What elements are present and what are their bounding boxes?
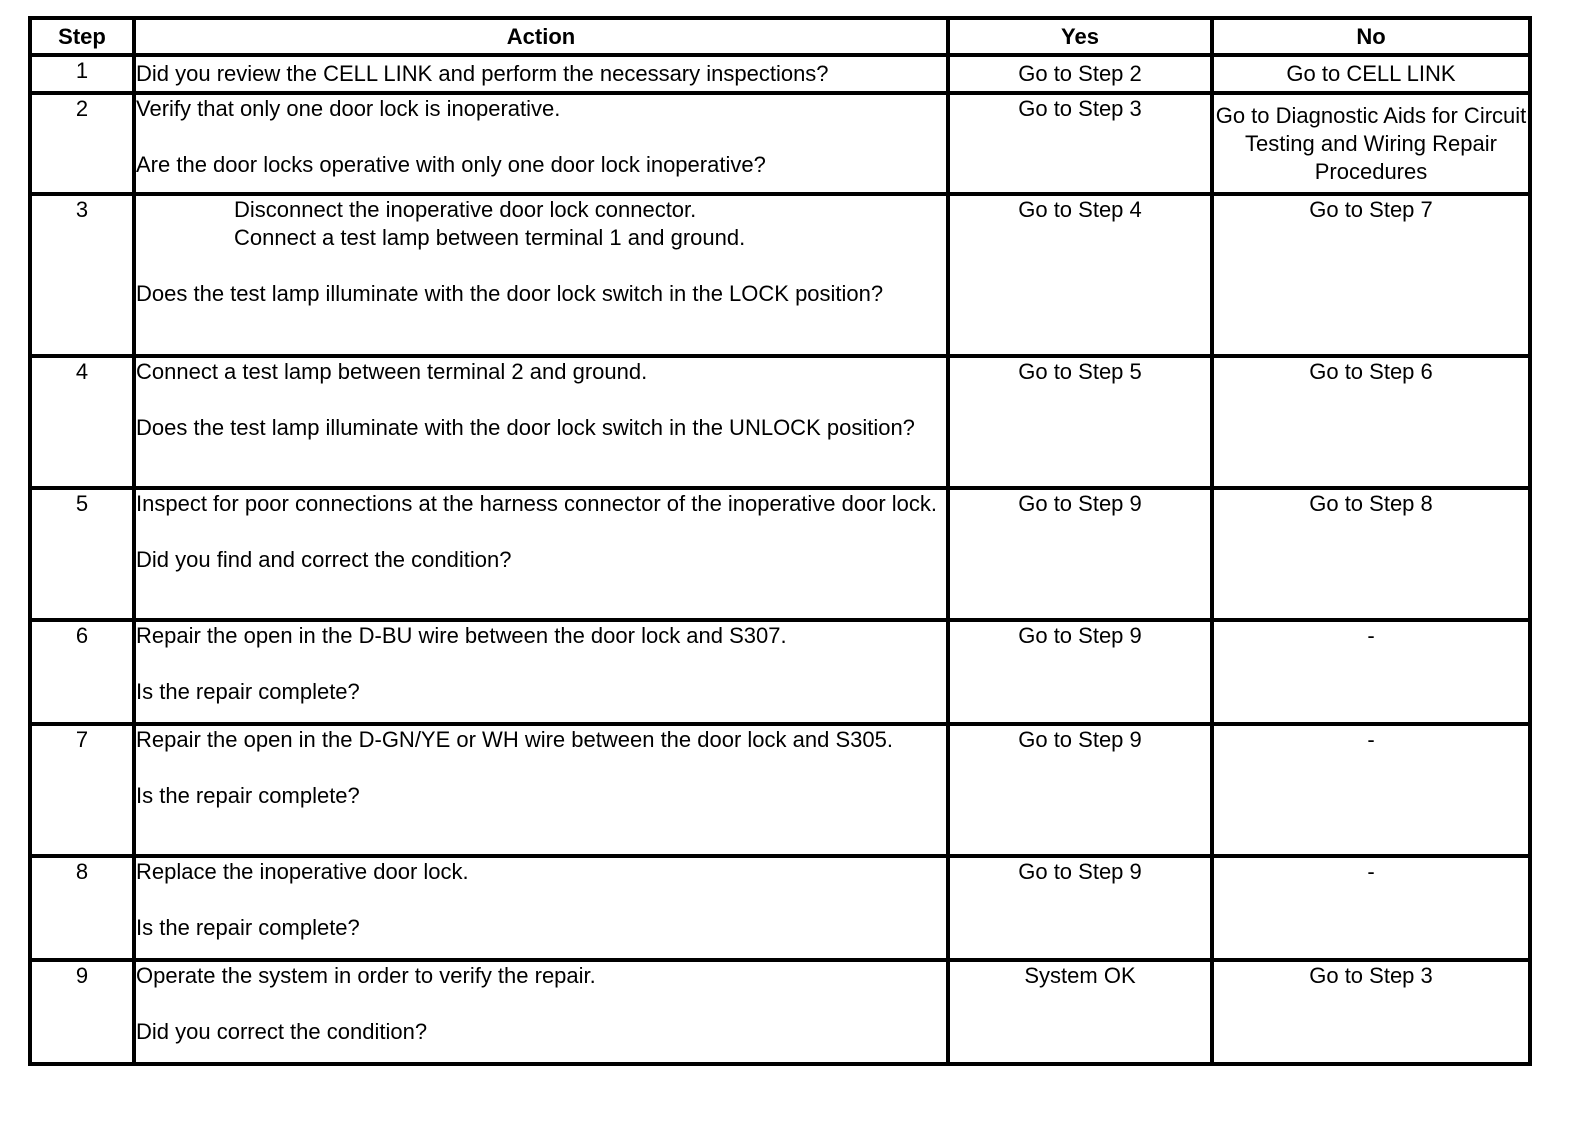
- no-cell: Go to Step 7: [1212, 194, 1530, 356]
- table-row: [30, 194, 1530, 356]
- action-question: Is the repair complete?: [136, 783, 360, 808]
- no-cell: -: [1212, 620, 1530, 724]
- action-question: Did you find and correct the condition?: [136, 547, 512, 572]
- action-question: Does the test lamp illuminate with the door lock switch in the UNLOCK position?: [136, 415, 915, 440]
- step-number: 5: [30, 488, 134, 620]
- action-cell: [134, 93, 948, 194]
- header-action: Action: [134, 18, 948, 55]
- step-number: 9: [30, 960, 134, 1064]
- action-text: Repair the open in the D-GN/YE or WH wire between the door lock and S305.: [136, 727, 893, 752]
- action-text: Did you review the CELL LINK and perform the necessary inspections?: [136, 61, 829, 86]
- action-text: Connect a test lamp between terminal 2 and ground.: [136, 359, 648, 384]
- action-cell: [134, 620, 948, 724]
- table-row: [30, 724, 1530, 856]
- header-row: [30, 18, 1530, 55]
- no-cell: Go to Step 8: [1212, 488, 1530, 620]
- table-row: [30, 856, 1530, 960]
- action-question: Does the test lamp illuminate with the door lock switch in the LOCK position?: [136, 281, 884, 306]
- yes-cell: Go to Step 4: [948, 194, 1212, 356]
- step-number: 3: [30, 194, 134, 356]
- action-text: Disconnect the inoperative door lock connector.: [234, 197, 697, 222]
- action-question: Is the repair complete?: [136, 679, 360, 704]
- yes-cell: System OK: [948, 960, 1212, 1064]
- action-cell: [134, 194, 948, 356]
- header-no: No: [1212, 18, 1530, 55]
- action-text: Operate the system in order to verify the repair.: [136, 963, 596, 988]
- step-number: 2: [30, 93, 134, 194]
- header-step: Step: [30, 18, 134, 55]
- diagnostic-table: [28, 16, 1532, 1066]
- action-text: Replace the inoperative door lock.: [136, 859, 469, 884]
- table-row: [30, 488, 1530, 620]
- action-cell: [134, 724, 948, 856]
- yes-cell: Go to Step 2: [948, 55, 1212, 93]
- yes-cell: Go to Step 9: [948, 724, 1212, 856]
- action-cell: [134, 856, 948, 960]
- action-text: Repair the open in the D-BU wire between the door lock and S307.: [136, 623, 787, 648]
- step-number: 1: [30, 55, 134, 93]
- action-cell: [134, 488, 948, 620]
- yes-cell: Go to Step 9: [948, 620, 1212, 724]
- step-number: 6: [30, 620, 134, 724]
- yes-cell: Go to Step 9: [948, 488, 1212, 620]
- table-row: [30, 620, 1530, 724]
- action-question: Are the door locks operative with only one door lock inoperative?: [136, 152, 766, 177]
- no-cell: Go to Step 6: [1212, 356, 1530, 488]
- no-cell: -: [1212, 724, 1530, 856]
- action-cell: [134, 356, 948, 488]
- yes-cell: Go to Step 9: [948, 856, 1212, 960]
- yes-cell: Go to Step 3: [948, 93, 1212, 194]
- action-question: Did you correct the condition?: [136, 1019, 428, 1044]
- action-question: Is the repair complete?: [136, 915, 360, 940]
- step-number: 4: [30, 356, 134, 488]
- action-text: Inspect for poor connections at the harness connector of the inoperative door lock.: [136, 491, 938, 516]
- action-cell: [134, 960, 948, 1064]
- yes-cell: Go to Step 5: [948, 356, 1212, 488]
- table-row: [30, 93, 1530, 194]
- action-text: Verify that only one door lock is inoperative.: [136, 96, 561, 121]
- action-cell: [134, 55, 948, 93]
- step-number: 8: [30, 856, 134, 960]
- no-cell: -: [1212, 856, 1530, 960]
- table-row: [30, 356, 1530, 488]
- table-row: [30, 960, 1530, 1064]
- no-cell: Go to Step 3: [1212, 960, 1530, 1064]
- no-cell: Go to Diagnostic Aids for Circuit Testing and Wiring Repair Procedures: [1212, 93, 1530, 194]
- action-text: Connect a test lamp between terminal 1 and ground.: [234, 225, 746, 250]
- table-row: [30, 55, 1530, 93]
- step-number: 7: [30, 724, 134, 856]
- no-cell: Go to CELL LINK: [1212, 55, 1530, 93]
- header-yes: Yes: [948, 18, 1212, 55]
